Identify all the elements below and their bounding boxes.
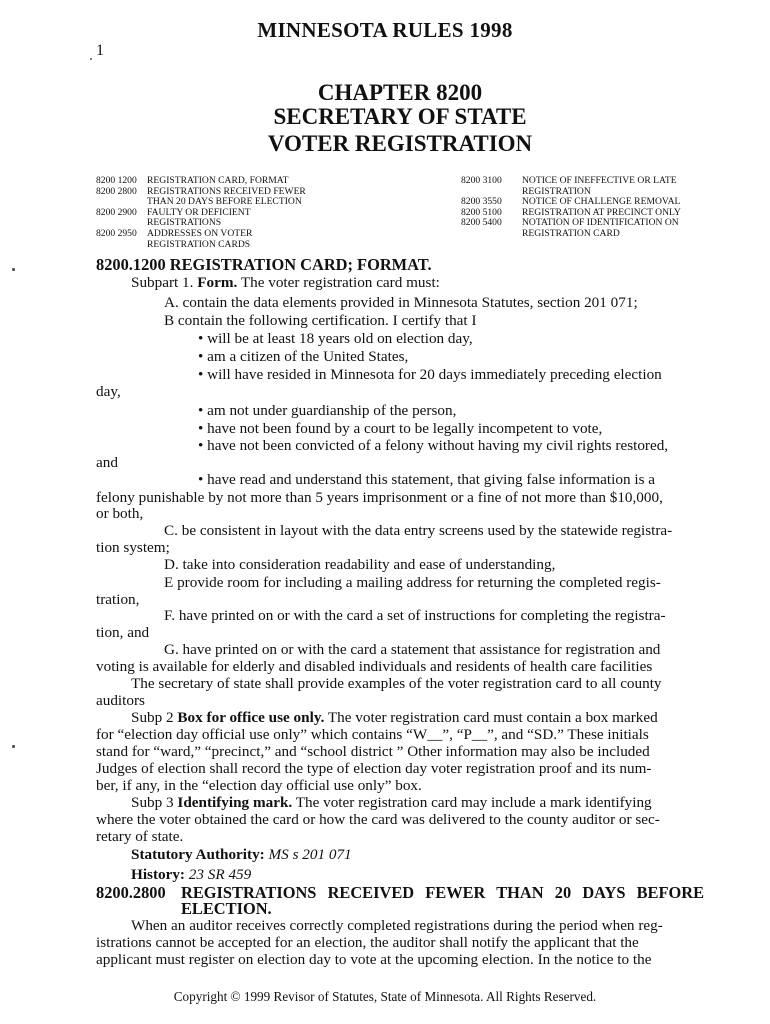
toc-entry: [96, 187, 371, 208]
toc-entry: [461, 218, 701, 239]
toc-right: [461, 176, 701, 240]
item-c: C. be consistent in layout with the data entry screens used by the statewide registra-: [164, 522, 673, 539]
copyright-footer: Copyright © 1999 Revisor of Statutes, State of Minnesota. All Rights Reserved.: [173, 989, 597, 1004]
toc-entry-number: 8200 2950: [96, 227, 137, 239]
section-2800-line2: istrations cannot be accepted for an election, the auditor shall notify the applicant that the: [96, 934, 639, 951]
subpart-3-text: The voter registration card may include a mark identifying: [292, 794, 652, 811]
scan-speck: [12, 268, 15, 271]
toc-entry-number: 8200 1200: [96, 175, 137, 186]
subpart-1-text: The voter registration card must:: [237, 274, 440, 291]
bullet-guardianship: • am not under guardianship of the person,: [198, 402, 457, 419]
subpart-3-line2: where the voter obtained the card or how the card was delivered to the county auditor or sec-: [96, 811, 660, 828]
toc-entry: [96, 208, 371, 229]
section-heading-8200-2800-title-cont: ELECTION.: [181, 899, 272, 918]
bullet-competent: • have not been found by a court to be legally incompetent to vote,: [198, 420, 603, 437]
bullet-residency: • will have resided in Minnesota for 20 days immediately preceding election: [198, 366, 662, 383]
bullet-statement-cont2: or both,: [96, 505, 144, 522]
subpart-2-label: Box for office use only.: [177, 709, 325, 726]
item-g: G. have printed on or with the card a statement that assistance for registration and: [164, 641, 661, 658]
section-heading-8200-1200: 8200.1200 REGISTRATION CARD; FORMAT.: [96, 255, 432, 274]
bullet-residency-cont: day,: [96, 383, 121, 400]
subpart-2-line3: stand for “ward,” “precinct,” and “school district ” Other information may also be included: [96, 743, 650, 760]
toc-left: [96, 176, 371, 250]
statutory-authority: [131, 846, 352, 864]
toc-entry-title: ADDRESSES ON VOTER REGISTRATION CARDS: [147, 227, 253, 250]
toc-entry-number: 8200 5100: [461, 206, 502, 218]
subpart-2: [131, 709, 658, 727]
history: [131, 866, 251, 884]
item-c-cont: tion system;: [96, 539, 170, 556]
subpart-3-label: Identifying mark.: [177, 794, 293, 811]
subpart-1: [131, 274, 440, 292]
toc-entry: [461, 176, 701, 197]
toc-entry-title: NOTICE OF CHALLENGE REMOVAL: [522, 196, 681, 208]
section-heading-8200-2800-number: 8200.2800: [96, 883, 166, 902]
toc-entry-title: NOTICE OF INEFFECTIVE OR LATE REGISTRATION: [522, 175, 677, 197]
toc-entry-number: 8200 3550: [461, 196, 502, 208]
toc-entry-number: 8200 2800: [96, 185, 137, 197]
statutory-authority-label: Statutory Authority:: [131, 846, 265, 863]
bullet-age: • will be at least 18 years old on election day,: [198, 330, 473, 347]
examples-paragraph: The secretary of state shall provide examples of the voter registration card to all county: [131, 675, 662, 692]
item-f: F. have printed on or with the card a set of instructions for completing the registra-: [164, 607, 666, 624]
subpart-3-prefix: Subp 3: [131, 794, 178, 811]
item-f-cont: tion, and: [96, 624, 150, 641]
bullet-statement-cont: felony punishable by not more than 5 years imprisonment or a fine of not more than $10,000,: [96, 489, 663, 506]
bullet-citizen: • am a citizen of the United States,: [198, 348, 409, 365]
item-a: A. contain the data elements provided in Minnesota Statutes, section 201 071;: [164, 294, 638, 311]
toc-entry-number: 8200 5400: [461, 217, 502, 229]
item-e: E provide room for including a mailing address for returning the completed regis-: [164, 574, 661, 591]
subpart-2-line5: ber, if any, in the “election day official use only” box.: [96, 777, 422, 794]
page-number: 1: [96, 42, 104, 59]
examples-paragraph-cont: auditors: [96, 692, 145, 709]
history-label: History:: [131, 866, 185, 883]
subpart-1-label: Form.: [197, 274, 238, 291]
item-d: D. take into consideration readability and ease of understanding,: [164, 556, 556, 573]
subpart-2-prefix: Subp 2: [131, 709, 178, 726]
toc-entry-number: 8200 2900: [96, 206, 137, 218]
toc-entry-title: REGISTRATIONS RECEIVED FEWER THAN 20 DAYS BEFORE ELECTION: [147, 185, 306, 208]
toc-entry-title: FAULTY OR DEFICIENT REGISTRATIONS: [147, 206, 251, 229]
subpart-2-text: The voter registration card must contain a box marked: [324, 709, 658, 726]
history-value: 23 SR 459: [185, 866, 252, 883]
section-2800-line3: applicant must register on election day to vote at the upcoming election. In the notice to the: [96, 951, 652, 968]
chapter-number: CHAPTER 8200: [317, 80, 483, 105]
bullet-statement: • have read and understand this statement, that giving false information is a: [198, 471, 656, 488]
chapter-subject: VOTER REGISTRATION: [267, 131, 533, 156]
item-b: B contain the following certification. I certify that I: [164, 312, 477, 329]
item-g-cont: voting is available for elderly and disabled individuals and residents of health care facilities: [96, 658, 653, 675]
statutory-authority-value: MS s 201 071: [264, 846, 352, 863]
section-2800-line1: When an auditor receives correctly completed registrations during the period when reg-: [131, 917, 663, 934]
toc-entry: [96, 229, 371, 250]
toc-entry: [96, 176, 371, 187]
subpart-1-prefix: Subpart 1.: [131, 274, 198, 291]
subpart-2-line4: Judges of election shall record the type of election day voter registration proof and its num-: [96, 760, 652, 777]
item-e-cont: tration,: [96, 591, 140, 608]
running-title: MINNESOTA RULES 1998: [257, 18, 513, 42]
subpart-3-line3: retary of state.: [96, 828, 184, 845]
scan-speck: [90, 58, 92, 60]
scan-speck: [12, 745, 15, 748]
toc-entry-title: REGISTRATION AT PRECINCT ONLY: [522, 206, 681, 218]
toc-entry-title: REGISTRATION CARD, FORMAT: [147, 175, 289, 186]
subpart-2-line2: for “election day official use only” which contains “W__”, “P__”, and “SD.” These initials: [96, 726, 649, 743]
toc-entry-title: NOTATION OF IDENTIFICATION ON REGISTRATION CARD: [522, 217, 679, 239]
toc-entry-number: 8200 3100: [461, 175, 502, 186]
bullet-felony-cont: and: [96, 454, 118, 471]
subpart-3: [131, 794, 652, 812]
section-heading-8200-2800-title: REGISTRATIONS RECEIVED FEWER THAN 20 DAYS BEFORE: [181, 883, 704, 902]
chapter-agency: SECRETARY OF STATE: [273, 104, 527, 129]
bullet-felony: • have not been convicted of a felony without having my civil rights restored,: [198, 437, 669, 454]
